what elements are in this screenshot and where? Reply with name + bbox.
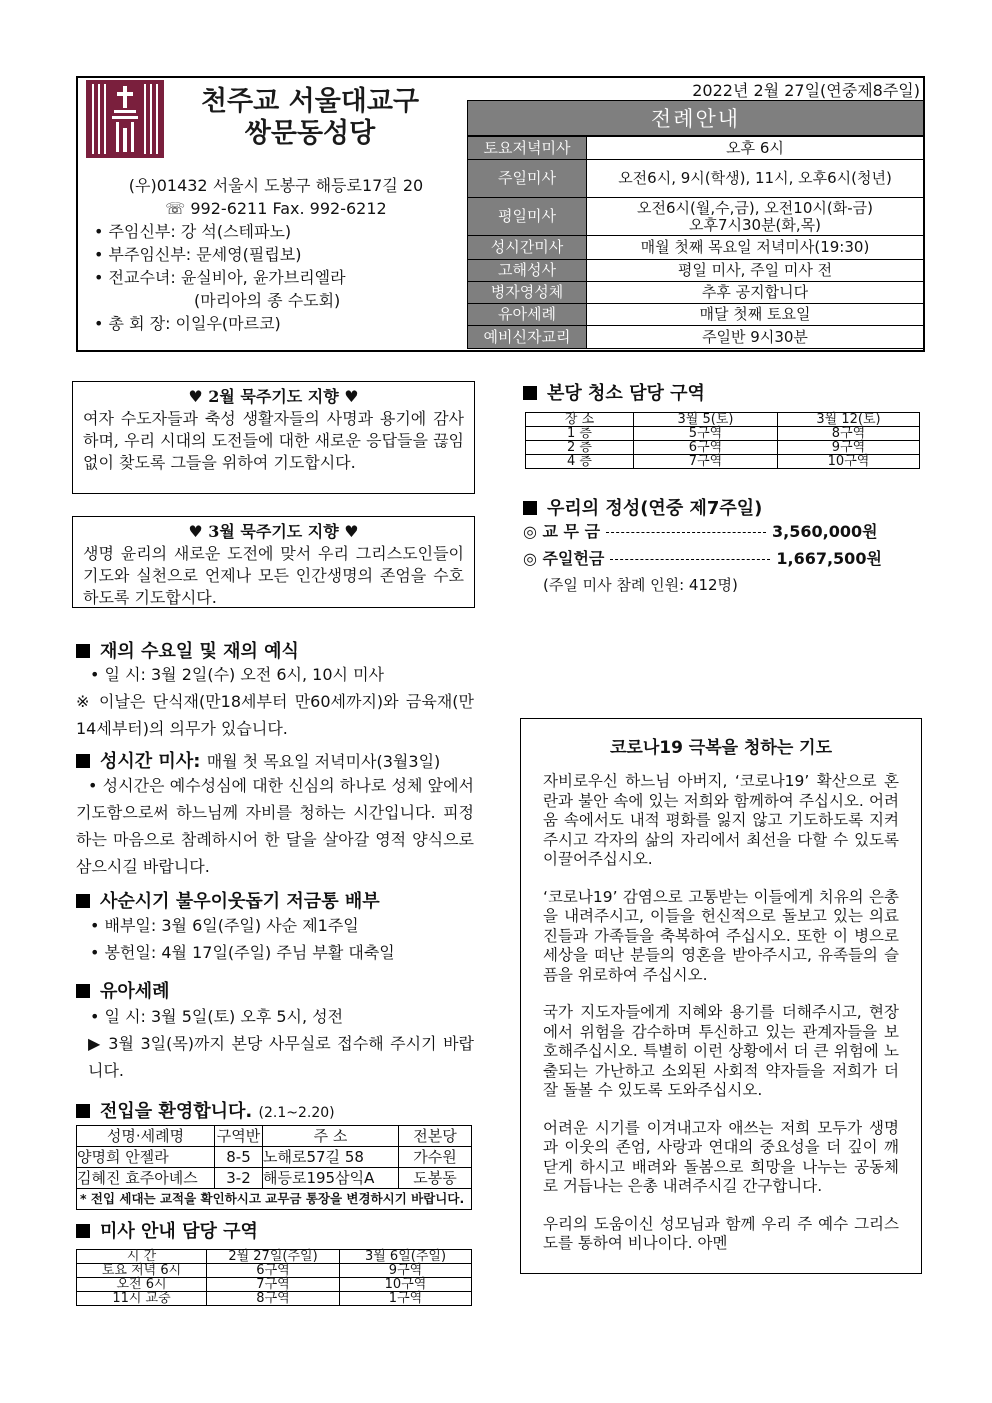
ash-section — [76, 661, 474, 742]
feb-intention-text: 여자 수도자들과 축성 생활자들의 사명과 용기에 감사하며, 우리 시대의 도전들에 대한 새로운 응답들을 끊임없이 찾도록 그들을 위하여 기도합시다. — [83, 409, 464, 472]
baptism-section — [76, 1003, 474, 1084]
newcomers-heading: 전입을 환영합니다. (2.1~2.20) — [76, 1097, 335, 1123]
lent-distribution: • 배부일: 3월 6일(주일) 사순 제1주일 — [90, 916, 359, 935]
mar-intention-title: ♥ 3월 묵주기도 지향 ♥ — [188, 522, 359, 541]
mar-intention-text: 생명 윤리의 새로운 도전에 맞서 우리 그리스도인들이 기도와 실천으로 언제나 모든 인간생명의 존엄을 수호하도록 기도합시다. — [83, 544, 464, 607]
church-name — [180, 86, 440, 150]
lent-heading: 사순시기 불우이웃돕기 저금통 배부 — [76, 887, 380, 913]
contact-block — [86, 174, 466, 335]
table-header-row: 시 간 2월 27일(주일) 3월 6일(주일) — [77, 1250, 472, 1264]
prayer-paragraph: 우리의 도움이신 성모님과 함께 우리 주 예수 그리스도를 통하여 비나이다. 아멘 — [543, 1214, 899, 1252]
newcomers-table — [76, 1125, 472, 1210]
table-row: 1 층 5구역 8구역 — [526, 427, 920, 441]
attendance: (주일 미사 참례 인원: 412명) — [543, 576, 738, 594]
mar-intention-box — [72, 516, 475, 608]
baptism-note: ▶ 3월 3일(목)까지 본당 사무실로 접수해 주시기 바랍니다. — [88, 1034, 474, 1080]
feb-intention-title: ♥ 2월 묵주기도 지향 ♥ — [188, 387, 359, 406]
covid-prayer-title: 코로나19 극복을 청하는 기도 — [609, 738, 833, 758]
table-row: 오전 6시 7구역 10구역 — [77, 1278, 472, 1292]
liturgy-table — [467, 136, 924, 349]
mass-duty-heading: 미사 안내 담당 구역 — [76, 1217, 258, 1243]
table-row: 11시 교중 8구역 1구역 — [77, 1292, 472, 1306]
cleaning-heading: 본당 청소 담당 구역 — [523, 379, 705, 405]
table-row: 토요저녁미사 오후 6시 — [468, 137, 924, 160]
ash-heading: 재의 수요일 및 재의 예식 — [76, 637, 299, 663]
table-header-row: 성명·세례명 구역반 주 소 전본당 — [77, 1126, 472, 1147]
table-row: 주일미사 오전6시, 9시(학생), 11시, 오후6시(청년) — [468, 160, 924, 198]
church-logo — [86, 80, 164, 158]
table-row: 양명희 안젤라 8-5 노해로57길 58 가수원 — [77, 1147, 472, 1168]
feb-intention-box — [72, 381, 475, 494]
offering-row: ◎ 교 무 금 3,560,000원 — [523, 522, 878, 541]
table-row: * 전입 세대는 교적을 확인하시고 교무금 통장을 변경하시기 바랍니다. — [77, 1189, 472, 1210]
holy-hour-text: • 성시간은 예수성심에 대한 신심의 하나로 성체 앞에서 기도함으로써 하느님께 자비를 청하는 시간입니다. 피정하는 마음으로 참례하시어 한 달을 살아갈 영적 양식으로 삼으시길 바랍니다. — [76, 776, 474, 876]
ash-date: • 일 시: 3월 2일(수) 오전 6시, 10시 미사 — [90, 665, 385, 684]
table-header-row: 장 소 3월 5(토) 3월 12(토) — [526, 413, 920, 427]
church-parish: 쌍문동성당 — [244, 118, 376, 149]
table-row: 성시간미사 매월 첫째 목요일 저녁미사(19:30) — [468, 236, 924, 260]
baptism-date: • 일 시: 3월 5일(토) 오후 5시, 성전 — [90, 1007, 344, 1026]
phone-fax: ☏ 992-6211 Fax. 992-6212 — [165, 199, 387, 218]
staff-president: • 총 회 장: 이일우(마르코) — [94, 314, 281, 333]
offering-row: ◎ 주일헌금 1,667,500원 — [523, 549, 882, 568]
staff-pastor: • 주임신부: 강 석(스테파노) — [94, 222, 292, 241]
prayer-paragraph: 어려운 시기를 이겨내고자 애쓰는 저희 모두가 생명과 이웃의 존엄, 사랑과 연대의 중요성을 더 깊이 깨닫게 하시고 배려와 돌봄으로 희망을 나누는 공동체로 거듭나는 은총 내려주시길 간구합니다. — [543, 1118, 899, 1195]
lent-offering: • 봉헌일: 4월 17일(주일) 주님 부활 대축일 — [90, 943, 395, 962]
offering-section — [523, 518, 923, 599]
holy-hour-heading: 성시간 미사: 매월 첫 목요일 저녁미사(3월3일) — [76, 747, 440, 773]
table-row: 병자영성체 추후 공지합니다 — [468, 282, 924, 304]
table-row: 토요 저녁 6시 6구역 9구역 — [77, 1264, 472, 1278]
table-row: 평일미사 오전6시(월,수,금), 오전10시(화-금) 오후7시30분(화,목) — [468, 198, 924, 236]
table-row: 고해성사 평일 미사, 주일 미사 전 — [468, 260, 924, 282]
staff-sisters: • 전교수녀: 윤실비아, 윤가브리엘라 — [94, 268, 346, 287]
prayer-paragraph: 국가 지도자들에게 지혜와 용기를 더해주시고, 현장에서 위험을 감수하며 투신하고 있는 관계자들을 보호해주십시오. 특별히 이런 상황에서 더 큰 위험에 노출되는 가난하고 소외된 사회적 약자들을 저희가 더 잘 돌볼 수 있도록 도와주십시오. — [543, 1003, 899, 1099]
covid-prayer-box — [520, 718, 922, 1274]
address: (우)01432 서울시 도봉구 해등로17길 20 — [128, 176, 424, 195]
mass-duty-table — [76, 1249, 472, 1306]
church-diocese: 천주교 서울대교구 — [200, 86, 420, 117]
table-row: 김혜진 효주아녜스 3-2 해등로195삼익A 도봉동 — [77, 1168, 472, 1189]
table-row: 2 층 6구역 9구역 — [526, 441, 920, 455]
table-row: 유아세례 매달 첫째 토요일 — [468, 304, 924, 326]
staff-assistant: • 부주임신부: 문세영(필립보) — [94, 245, 302, 264]
ash-note: ※ 이날은 단식재(만18세부터 만60세까지)와 금육재(만14세부터)의 의무가 있습니다. — [76, 692, 474, 738]
table-row: 4 층 7구역 10구역 — [526, 455, 920, 469]
baptism-heading: 유아세례 — [76, 977, 170, 1003]
bulletin-date: 2022년 2월 27일(연중제8주일) — [692, 81, 920, 100]
liturgy-title: 전례안내 — [467, 100, 924, 136]
lent-section — [90, 912, 474, 966]
prayer-paragraph: ‘코로나19’ 감염으로 고통받는 이들에게 치유의 은총을 내려주시고, 이들을 헌신적으로 돌보고 있는 의료진들과 가족들을 축복하여 주십시오. 또한 이 병으로 세상을 떠난 분들의 영혼을 받아주시고, 유족들의 슬픔을 위로하여 주십시오. — [543, 887, 899, 984]
prayer-paragraph: 자비로우신 하느님 아버지, ‘코로나19’ 확산으로 혼란과 불안 속에 있는 저희와 함께하여 주십시오. 어려움 속에서도 내적 평화를 잃지 않고 기도하도록 지켜주시고 각자의 삶의 자리에서 최선을 다할 수 있도록 이끌어주십시오. — [543, 772, 899, 868]
staff-sisters-order: (마리아의 종 수도회) — [194, 291, 341, 310]
table-row: 예비신자교리 주일반 9시30분 — [468, 326, 924, 349]
cleaning-table — [525, 412, 920, 469]
offering-heading: 우리의 정성(연중 제7주일) — [523, 494, 762, 520]
